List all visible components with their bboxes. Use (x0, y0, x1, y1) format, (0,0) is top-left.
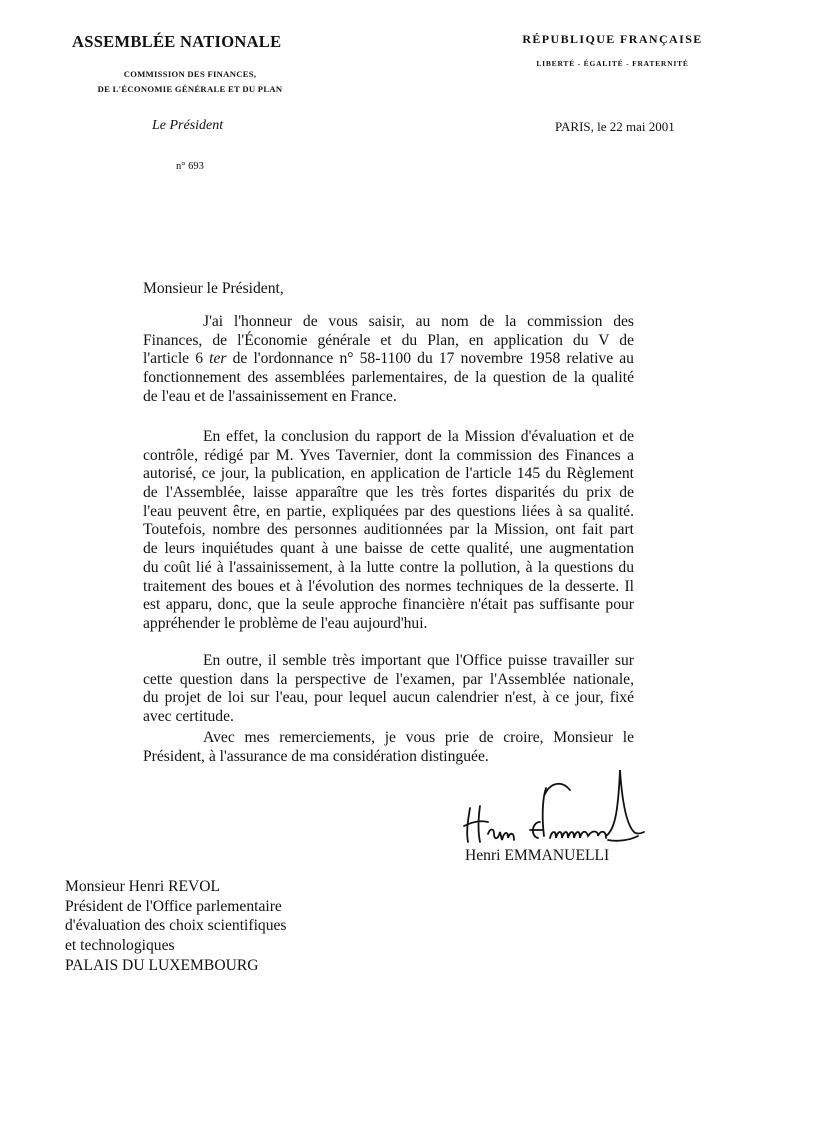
paragraph-line: avec certitude. (143, 708, 234, 726)
paragraph-line: Toutefois, nombre des personnes auditionnées par la Mission, ont fait part (143, 521, 634, 539)
paragraph-line: Finances, de l'Économie générale et du Plan, en application du V de (143, 331, 634, 349)
paragraph-line: J'ai l'honneur de vous saisir, au nom de la commission des (203, 313, 634, 330)
paragraph-line: appréhender le problème de l'eau aujourd'hui. (143, 614, 428, 632)
paragraph-line: l'eau peuvent être, en partie, expliquées par des questions liées à sa qualité. (143, 502, 634, 520)
paragraph-3 (143, 652, 634, 727)
paragraph-line: du coût lié à l'assainissement, à la lutte contre la pollution, à la questions du (143, 558, 634, 576)
paragraph-line: autorisé, ce jour, la publication, en application de l'article 145 du Règlement (143, 465, 634, 483)
commission-line: DE L'ÉCONOMIE GÉNÉRALE ET DU PLAN (97, 84, 283, 94)
paragraph-line: Président, à l'assurance de ma considération distinguée. (143, 747, 489, 765)
paragraph-line: fonctionnement des assemblées parlementaires, de la question de la qualité (143, 369, 634, 387)
paragraph-line: cette question dans la perspective de l'examen, par l'Assemblée nationale, (143, 670, 634, 688)
address-line: PALAIS DU LUXEMBOURG (65, 956, 259, 974)
recipient-address (65, 877, 287, 976)
motto: LIBERTÉ - ÉGALITÉ - FRATERNITÉ (536, 59, 689, 68)
republic-title: RÉPUBLIQUE FRANÇAISE (522, 32, 703, 46)
signatory-name: Henri EMMANUELLI (465, 847, 610, 864)
paragraph-2 (143, 428, 634, 634)
paragraph-1 (143, 313, 634, 406)
reference-number: n° 693 (176, 161, 204, 172)
dateline: PARIS, le 22 mai 2001 (555, 119, 675, 134)
paragraph-line: du projet de loi sur l'eau, pour lequel aucun calendrier n'est, à ce jour, fixé (143, 689, 634, 707)
sender-role: Le Président (152, 118, 224, 133)
address-line: d'évaluation des choix scientifiques (65, 917, 287, 935)
commission-name (80, 67, 300, 97)
paragraph-line: de l'Assemblée, laisse apparaître que les très fortes disparités du prix de (143, 484, 634, 502)
paragraph-line: traitement des boues et à l'évolution des normes techniques de la desserte. Il (143, 577, 634, 595)
paragraph-line: de leurs inquiétudes quant à une baisse de cette qualité, une augmentation (143, 540, 634, 558)
commission-line: COMMISSION DES FINANCES, (123, 69, 257, 79)
paragraph-line: contrôle, rédigé par M. Yves Tavernier, dont la commission des Finances a (143, 446, 634, 464)
address-line: et technologiques (65, 937, 175, 955)
paragraph-line: est apparu, donc, que la seule approche financière n'était pas suffisante pour (143, 596, 634, 614)
paragraph-line: En outre, il semble très important que l'Office puisse travailler sur (203, 652, 634, 669)
salutation: Monsieur le Président, (143, 280, 284, 297)
paragraph-line: de l'eau et de l'assainissement en France. (143, 387, 397, 405)
address-line: Monsieur Henri REVOL (65, 878, 221, 895)
paragraph-line: Avec mes remerciements, je vous prie de croire, Monsieur le (203, 729, 634, 746)
handwritten-signature (458, 760, 648, 850)
address-line: Président de l'Office parlementaire (65, 897, 282, 915)
paragraph-line: En effet, la conclusion du rapport de la Mission d'évaluation et de (203, 428, 634, 445)
assembly-title: ASSEMBLÉE NATIONALE (72, 32, 282, 51)
paragraph-line: l'article 6 ter de l'ordonnance n° 58-1100 du 17 novembre 1958 relative au (143, 350, 634, 368)
